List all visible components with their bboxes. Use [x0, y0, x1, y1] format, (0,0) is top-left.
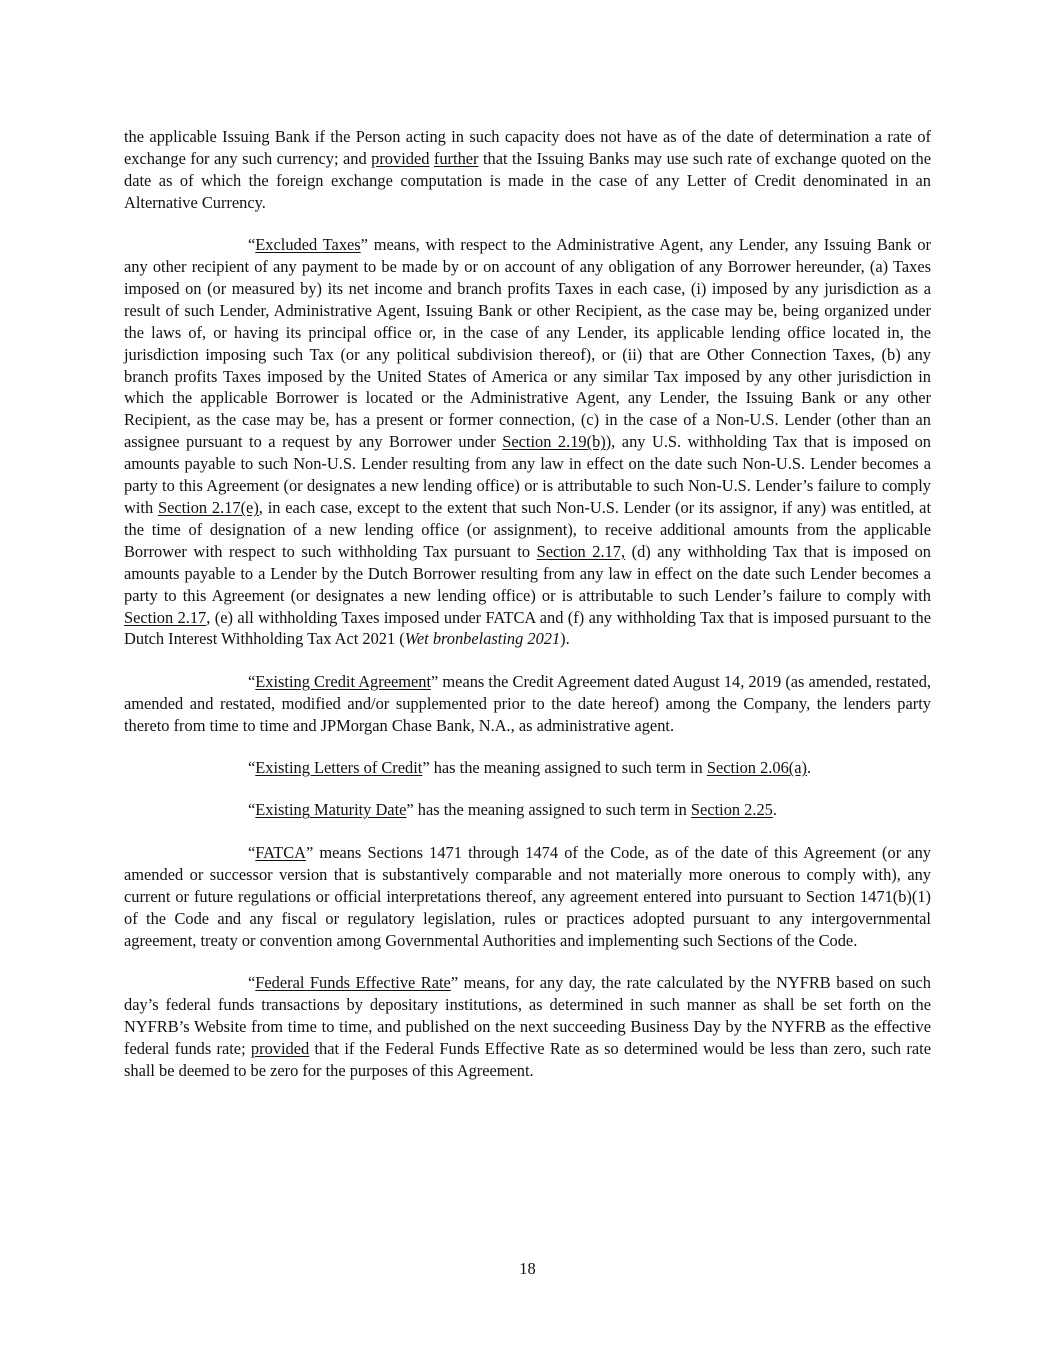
definition-existing-letters-of-credit [124, 757, 931, 779]
text-run: ), any U.S. withholding Tax that is imposed on amounts payable to such Non-U.S. Lender resulting from any law in effect on the date such Non-U.S. Lender becomes a party to this Agreement (or designates a new lending office) or is attributable to such Non-U.S. Lender’s failure to comply with [124, 432, 931, 517]
underlined-term-provided: provided [250, 1038, 310, 1058]
underlined-term-provided: provided [371, 148, 430, 168]
definition-excluded-taxes [124, 234, 931, 650]
text-run: that the Issuing Banks may use such rate of exchange quoted on the date as of which the foreign exchange computation is made in the case of any Letter of Credit denominated in an Alternative Currency. [124, 148, 931, 212]
text-run: , in each case, except to the extent that such Non-U.S. Lender (or its assignor, if any) was entitled, at the time of designation of a new lending office (or assignment), to receive additional amounts from the applicable Borrower with respect to such withholding Tax pursuant to [124, 498, 932, 561]
section-reference: Section 2.25 [690, 800, 773, 820]
text-run: ” has the meaning assigned to such term in [406, 800, 691, 820]
defined-term: Existing Letters of Credit [255, 758, 423, 778]
text-run: ). [560, 629, 570, 649]
defined-term: Existing Maturity Date [255, 800, 407, 820]
definition-fatca [124, 842, 931, 952]
text-run: . [806, 758, 812, 778]
defined-term: FATCA [255, 842, 306, 862]
text-run: ” means the Credit Agreement dated August 14, 2019 (as amended, restated, amended and restated, modified and/or supplemented prior to the date hereof) among the Company, the lenders party thereto from time to time and JPMorgan Chase Bank, N.A., as administrative agent. [124, 671, 931, 735]
section-reference: Section 2.19(b) [502, 432, 606, 452]
document-page [124, 126, 931, 1102]
text-run: (d) any withholding Tax that is imposed on amounts payable to a Lender by the Dutch Borrower resulting from any law in effect on the date such Lender becomes a party to this Agreement (or designates a new lending office) or is attributable to such Lender’s failure to comply with [124, 541, 931, 605]
text-run: , (e) all withholding Taxes imposed under FATCA and (f) any withholding Tax that is imposed pursuant to the Dutch Interest Withholding Tax Act 2021 ( [124, 607, 932, 649]
text-run: “ [248, 671, 256, 691]
defined-term: Excluded Taxes [255, 235, 361, 255]
text-run: “ [248, 800, 256, 820]
italic-title: Wet bronbelasting 2021 [404, 629, 561, 649]
section-reference: Section 2.17(e) [157, 498, 259, 517]
definition-federal-funds-effective-rate [124, 972, 931, 1082]
text-run: ” means, for any day, the rate calculated by the NYFRB based on such day’s federal funds transactions by depositary institutions, as determined in such manner as shall be set forth on the NYFRB’s Website from time to time, and published on the next succeeding Business Day by the NYFRB as the effective federal funds rate; [124, 972, 932, 1058]
definition-existing-maturity-date [124, 799, 931, 821]
defined-term: Existing Credit Agreement [255, 671, 432, 691]
page-number: 18 [519, 1259, 536, 1278]
underlined-term-further: further [433, 148, 479, 168]
text-run: “ [248, 758, 256, 778]
section-reference: Section 2.17 [124, 607, 207, 627]
section-reference: Section 2.06(a) [706, 758, 807, 778]
text-run: “ [248, 842, 256, 862]
text-run: ” means Sections 1471 through 1474 of the Code, as of the date of this Agreement (or any amended or successor version that is substantively comparable and not materially more onerous to comply with), any current or future regulations or official interpretations thereof, any agreement entered into pursuant to Section 1471(b)(1) of the Code and any fiscal or regulatory legislation, rules or practices adopted pursuant to any intergovernmental agreement, treaty or convention among Governmental Authorities and implementing such Sections of the Code. [124, 842, 931, 950]
text-run: ” has the meaning assigned to such term in [422, 758, 707, 778]
text-run: the applicable Issuing Bank if the Person acting in such capacity does not have as of the date of determination a rate of exchange for any such currency; and [124, 127, 931, 168]
section-reference: Section 2.17, [536, 541, 626, 561]
text-run: “ [248, 235, 256, 255]
text-run: that if the Federal Funds Effective Rate as so determined would be less than zero, such rate shall be deemed to be zero for the purposes of this Agreement. [124, 1038, 931, 1080]
paragraph-alternative-currency-continuation [124, 126, 931, 214]
text-run: . [772, 800, 777, 820]
text-run: ” means, with respect to the Administrative Agent, any Lender, any Issuing Bank or any other recipient of any payment to be made by or on account of any obligation of any Borrower hereunder, (a) Taxes imposed on (or measured by) its net income and branch profits Taxes in each case, (i) imposed by any jurisdiction as a result of such Lender, Administrative Agent, Issuing Bank or other Recipient, as the case may be, being organized under the laws of, or having its principal office or, in the case of any Lender, its applicable lending office located in, the jurisdiction imposing such Tax (or any political subdivision thereof), or (ii) that are Other Connection Taxes, (b) any branch profits Taxes imposed by the United States of America or any similar Tax imposed by any other jurisdiction in which the applicable Borrower is located or the Administrative Agent, any Lender, the Issuing Bank or any other Recipient, as the case may be, has a present or former connection, (c) in the case of a Non-U.S. Lender (other than an assignee pursuant to a request by any Borrower under [124, 235, 931, 452]
definition-existing-credit-agreement [124, 671, 931, 737]
text-run: “ [248, 972, 256, 992]
defined-term: Federal Funds Effective Rate [255, 972, 451, 992]
